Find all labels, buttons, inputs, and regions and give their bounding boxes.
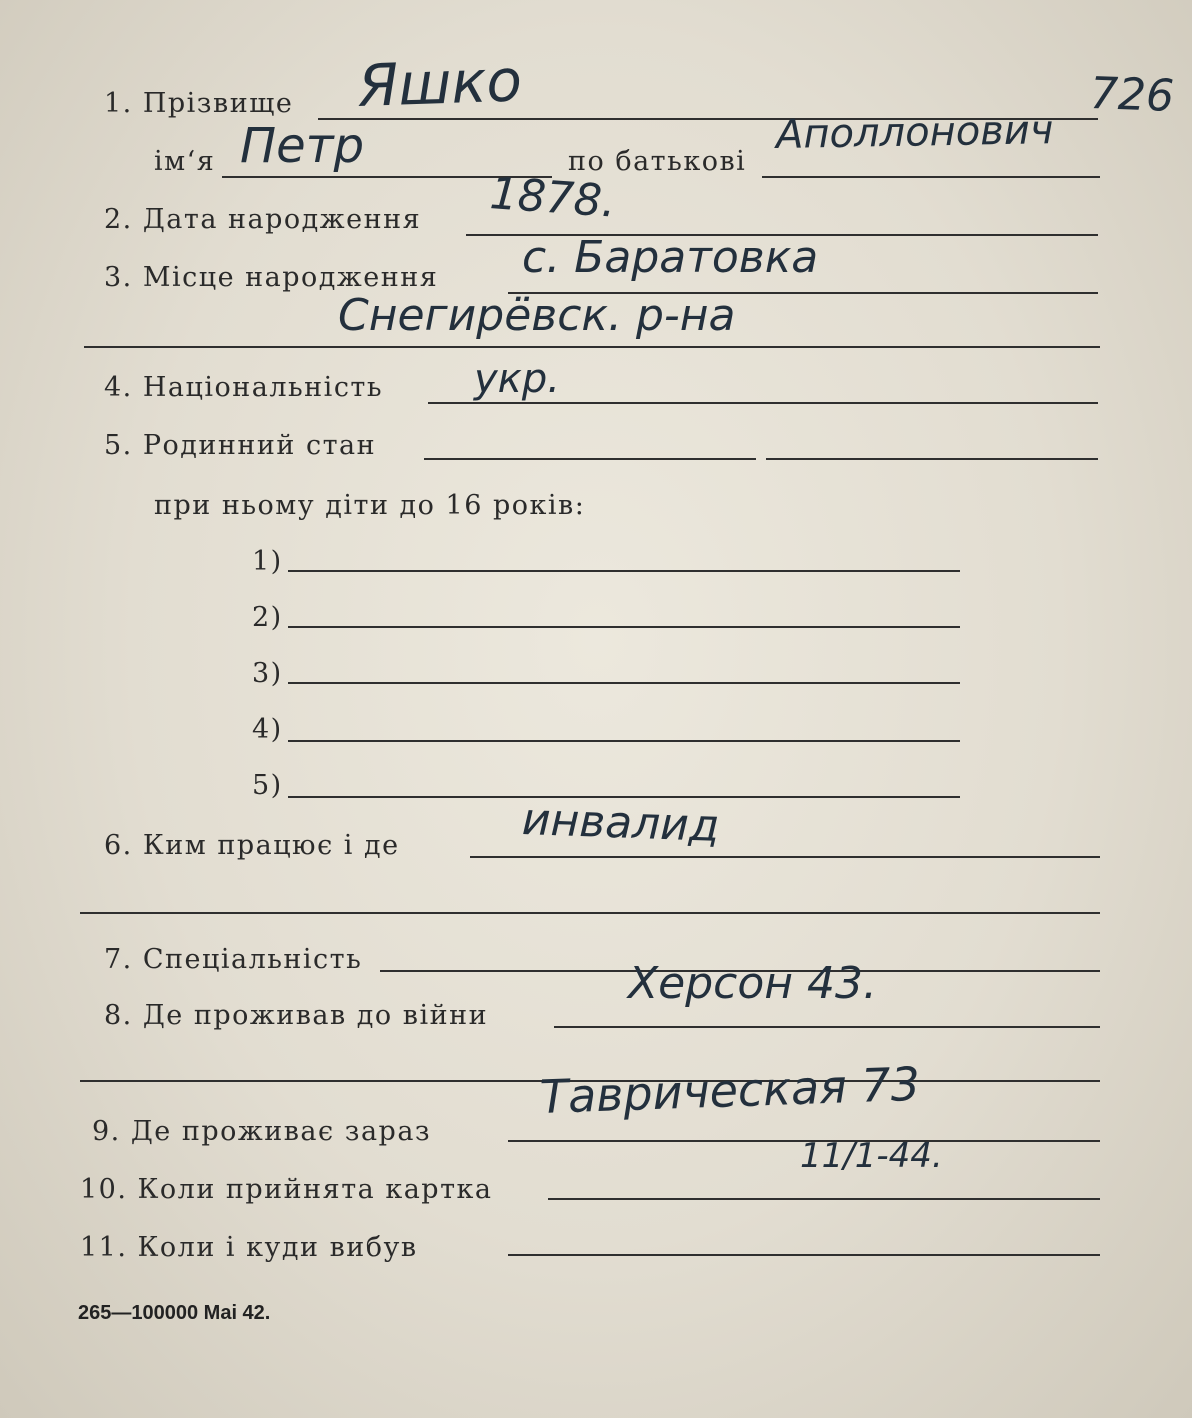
line-nationality: [428, 402, 1098, 404]
print-mark: 265—100000 Mai 42.: [78, 1302, 271, 1324]
line-patronymic: [762, 176, 1100, 178]
label-occupation: 6. Ким працює і де: [104, 830, 400, 861]
label-child-3: 3): [252, 658, 283, 689]
handwritten-birth-year: 1878.: [488, 168, 618, 228]
line-child-1: [288, 570, 960, 572]
label-child-5: 5): [252, 770, 283, 801]
handwritten-card-number: 726: [1089, 68, 1175, 122]
line-occupation: [470, 856, 1100, 858]
handwritten-nationality: укр.: [474, 356, 560, 402]
handwritten-patronymic: Аполлонович: [775, 107, 1054, 158]
label-current-residence: 9. Де проживає зараз: [92, 1116, 432, 1147]
label-prewar-residence: 8. Де проживав до війни: [104, 1000, 489, 1031]
handwritten-name: Петр: [240, 118, 365, 174]
label-child-1: 1): [252, 546, 283, 577]
label-name: ім‘я: [154, 146, 216, 177]
label-child-2: 2): [252, 602, 283, 633]
label-children: при ньому діти до 16 років:: [154, 490, 586, 521]
handwritten-current-residence: Таврическая 73: [539, 1056, 921, 1124]
line-birthplace-2: [84, 346, 1100, 348]
label-specialty: 7. Спеціальність: [104, 944, 363, 975]
label-birthplace: 3. Місце народження: [104, 262, 439, 293]
label-patronymic: по батькові: [568, 146, 747, 177]
line-departure: [508, 1254, 1100, 1256]
line-child-4: [288, 740, 960, 742]
handwritten-occupation: инвалид: [521, 794, 721, 852]
line-card-accepted: [548, 1198, 1100, 1200]
label-card-accepted: 10. Коли прийнята картка: [80, 1174, 493, 1205]
line-occupation-2: [80, 912, 1100, 914]
line-child-3: [288, 682, 960, 684]
label-nationality: 4. Національність: [104, 372, 384, 403]
handwritten-card-date: 11/1-44.: [800, 1136, 943, 1176]
line-family-status-b: [766, 458, 1098, 460]
label-surname: 1. Прізвище: [104, 88, 294, 119]
label-birth-date: 2. Дата народження: [104, 204, 422, 235]
label-departure: 11. Коли і куди вибув: [80, 1232, 418, 1263]
handwritten-prewar-residence: Херсон 43.: [628, 958, 877, 1009]
line-family-status-a: [424, 458, 756, 460]
label-family-status: 5. Родинний стан: [104, 430, 377, 461]
handwritten-birthplace-1: с. Баратовка: [522, 232, 819, 283]
handwritten-surname: Яшко: [356, 46, 523, 120]
handwritten-birthplace-2: Снегирёвск. р-на: [338, 290, 736, 341]
line-child-2: [288, 626, 960, 628]
line-prewar-residence: [554, 1026, 1100, 1028]
label-child-4: 4): [252, 714, 283, 745]
